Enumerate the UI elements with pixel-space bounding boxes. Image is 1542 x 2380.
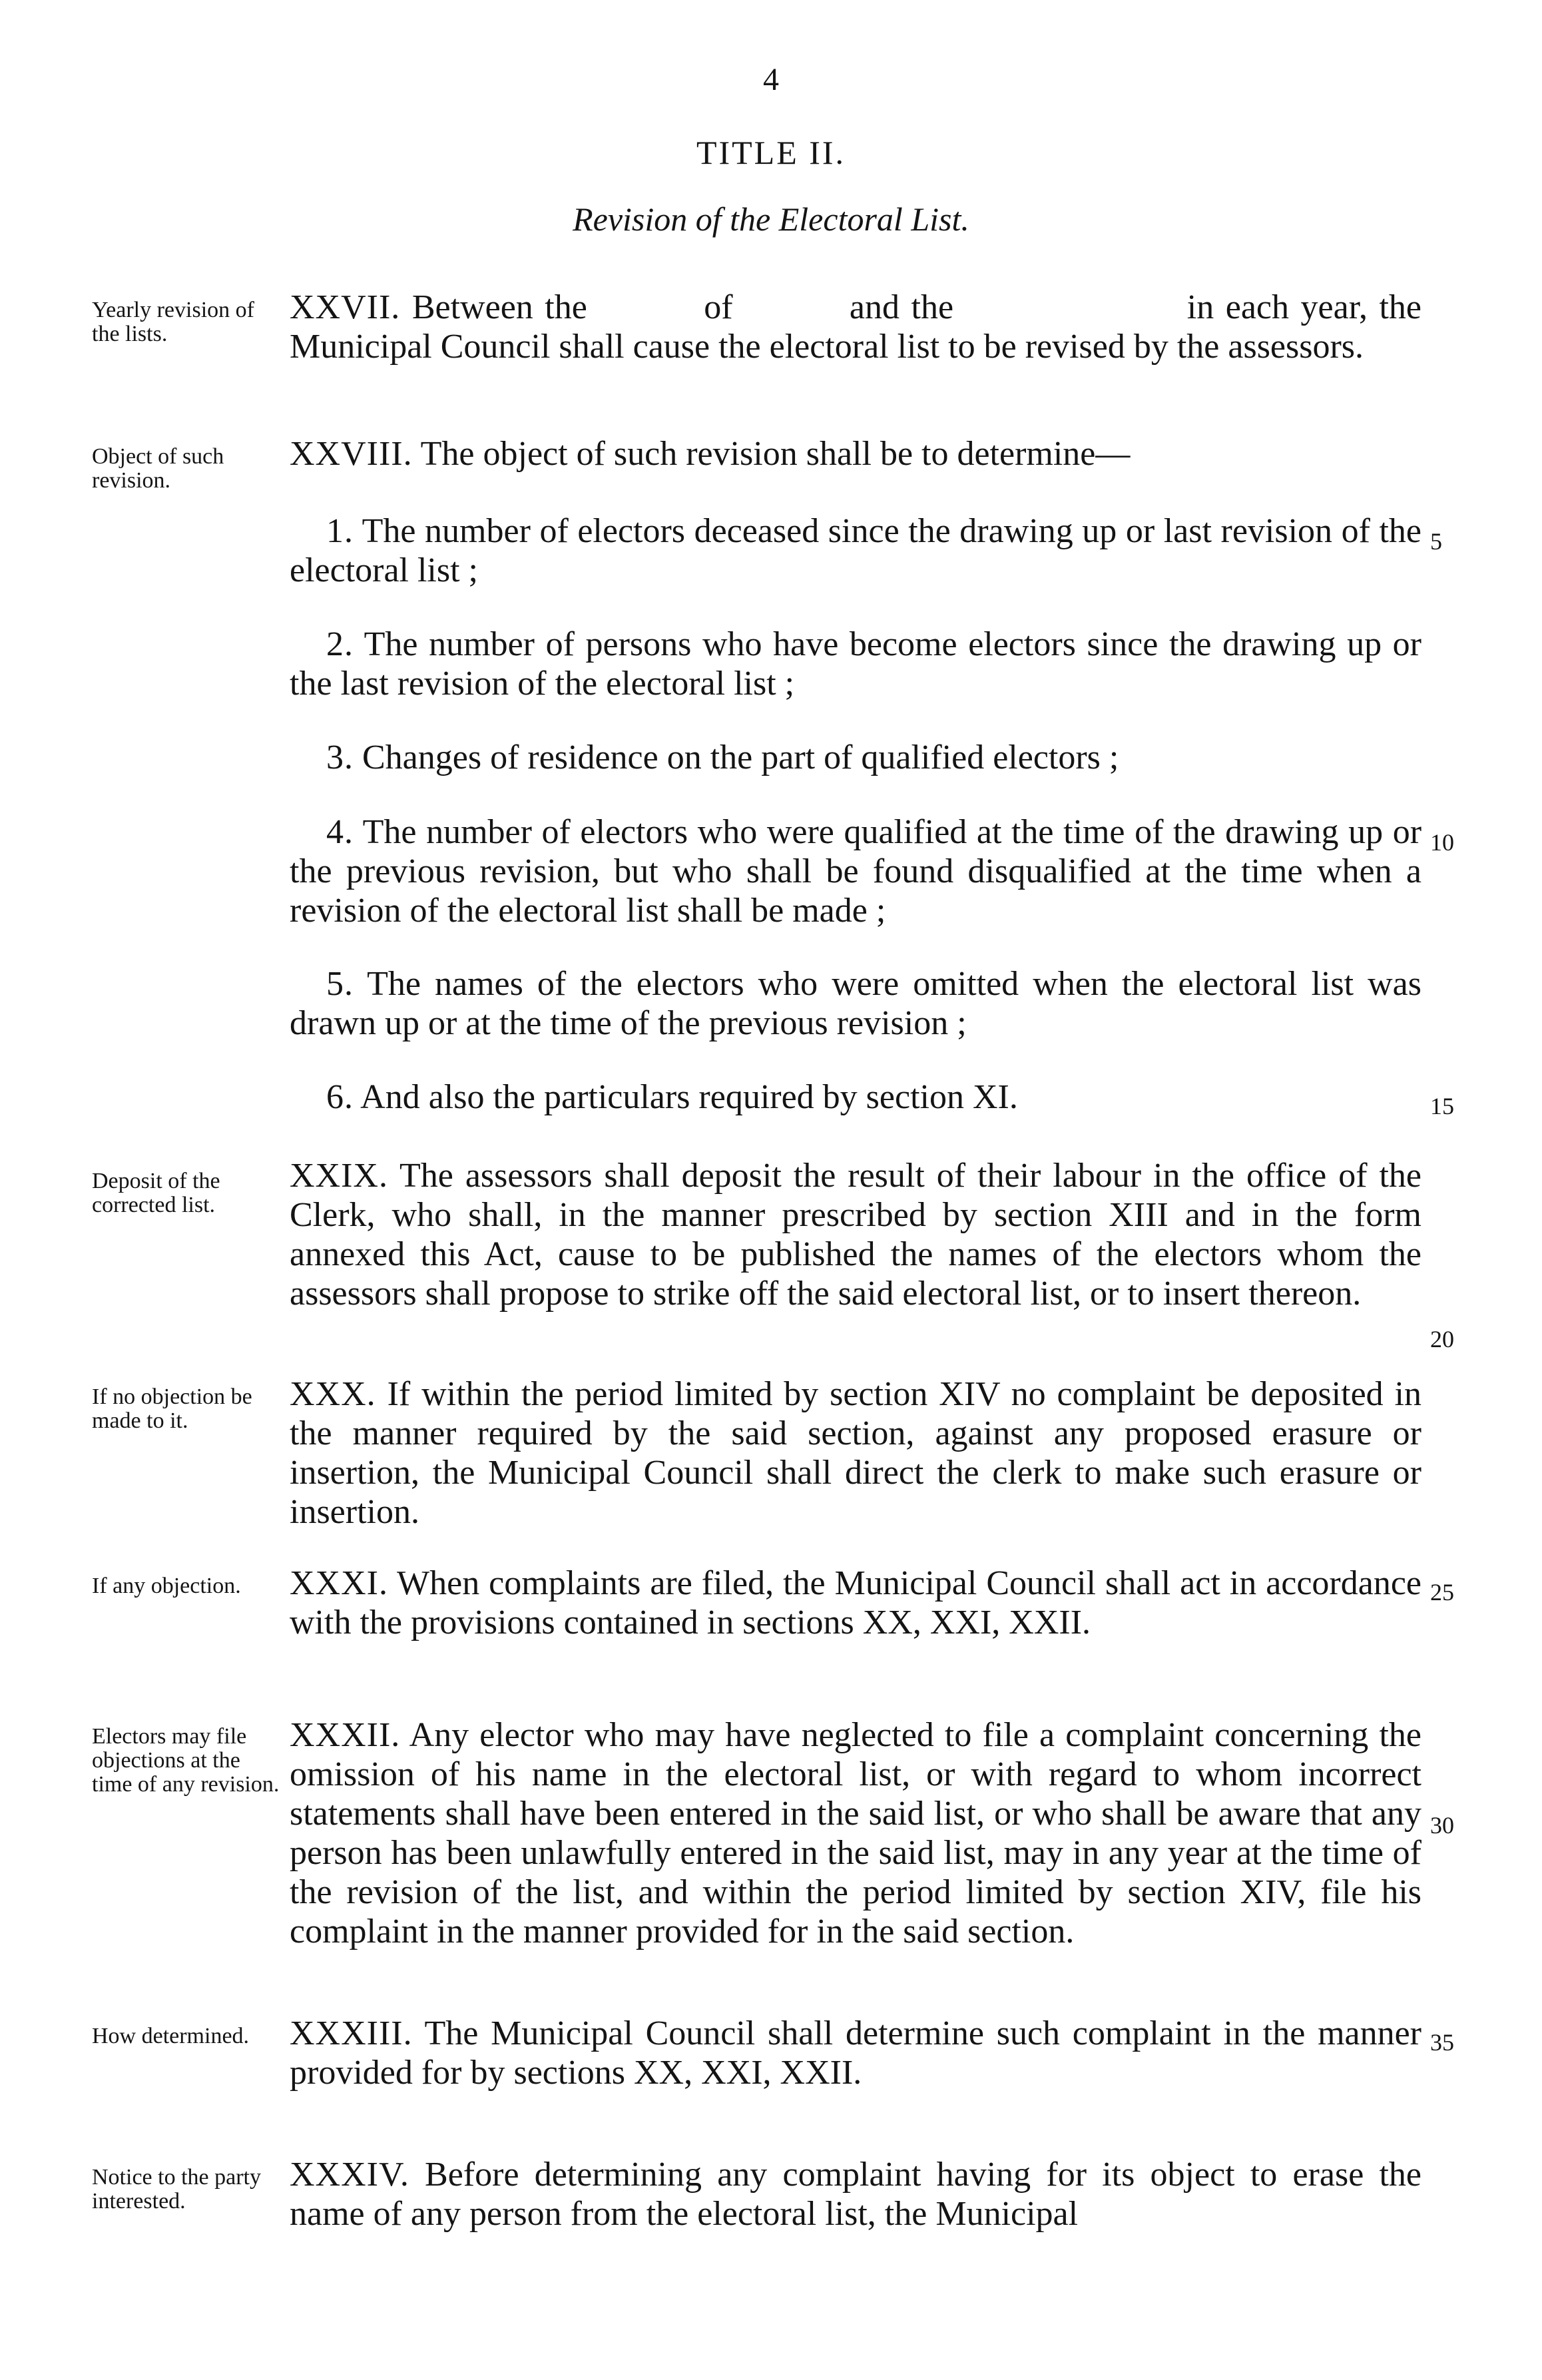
margin-note: Notice to the party interested. [92,2165,261,2214]
item-number: 5. [326,965,354,1003]
section-number: XXXII. [290,1716,401,1754]
section-number: XXXIII. [290,2014,413,2052]
section-xxxiv [290,2155,1421,2233]
item-number: 1. [326,512,354,550]
page-number: 4 [763,62,779,97]
item-number: 3. [326,739,354,776]
item-text: The number of electors deceased since the drawing up or last revision of the electoral list ; [290,512,1422,589]
section-number: XXXI. [290,1564,388,1602]
item-text: And also the particulars required by section XI. [360,1078,1018,1116]
section-xxxi [290,1564,1421,1642]
margin-note: Yearly revision of the lists. [92,298,254,346]
page-subtitle: Revision of the Electoral List. [573,200,969,238]
margin-note: If no objection be made to it. [92,1384,252,1433]
line-number: 10 [1430,829,1454,856]
page-title: TITLE II. [696,134,846,171]
section-text: Before determining any complaint having for its object to erase the name of any person from the electoral list, the Municipal [290,2156,1422,2233]
section-xxxiii [290,2014,1421,2092]
section-number: XXVII. [290,288,401,326]
section-xxviii [290,434,1421,473]
section-number: XXXIV. [290,2156,409,2194]
section-xxvii [290,288,1431,366]
item-number: 2. [326,625,354,663]
section-text: The Municipal Council shall determine such complaint in the manner provided for by sections XX, XXI, XXII. [290,2014,1421,2092]
section-xxix [290,1156,1421,1313]
line-number: 35 [1430,2029,1454,2056]
section-xxxii [290,1715,1421,1951]
section-number: XXX. [290,1375,376,1413]
section-text: When complaints are filed, the Municipal Council shall act in accordance with the provisions contained in sections XX, XXI, XXII. [290,1564,1421,1641]
list-item-1 [290,511,1421,590]
margin-note: Object of such revision. [92,444,224,493]
line-number: 25 [1430,1579,1454,1606]
section-xxx [290,1374,1421,1532]
list-item-6 [290,1077,1421,1117]
section-text: Any elector who may have neglected to file a complaint concerning the omission of his name in the electoral list, or with regard to whom incorrect statements shall have been entered in the said list, or who shall be aware that any person has been unlawfully entered in the said list, may in any year at the time of the revision of the list, and within the period limited by section XIV, file his complaint in the manner provided for in the said section. [290,1716,1421,1950]
item-number: 4. [326,813,354,851]
section-text: Between the of and the in each year, the Municipal Council shall cause the electoral list to be revised by the assessors. [290,288,1431,366]
item-number: 6. [326,1078,354,1116]
line-number: 5 [1430,528,1442,555]
section-number: XXIX. [290,1157,388,1195]
line-number: 20 [1430,1326,1454,1352]
line-number: 15 [1430,1093,1454,1119]
margin-note: Electors may file objections at the time of any revision. [92,1724,280,1797]
section-text: If within the period limited by section XIV no complaint be deposited in the manner required by the said section, against any proposed erasure or insertion, the Municipal Council shall direct the clerk to make such erasure or insertion. [290,1375,1421,1531]
margin-note: If any objection. [92,1574,241,1598]
section-text: The assessors shall deposit the result of their labour in the office of the Clerk, who shall, in the manner prescribed by section XIII and in the form annexed this Act, cause to be published the names of the electors whom the assessors shall propose to strike off the said electoral list, or to insert thereon. [290,1157,1421,1313]
margin-note: How determined. [92,2024,250,2048]
line-number: 30 [1430,1812,1454,1839]
list-item-2 [290,625,1421,703]
list-item-5 [290,964,1421,1043]
item-text: The names of the electors who were omitted when the electoral list was drawn up or at the time of the previous revision ; [290,965,1422,1042]
item-text: The number of persons who have become electors since the drawing up or the last revision of the electoral list ; [290,625,1422,703]
item-text: Changes of residence on the part of qualified electors ; [362,739,1119,776]
margin-note: Deposit of the corrected list. [92,1169,220,1217]
section-text: The object of such revision shall be to determine— [420,435,1131,473]
item-text: The number of electors who were qualified at the time of the drawing up or the previous revision, but who shall be found disqualified at the time when a revision of the electoral list shall be made ; [290,813,1422,930]
list-item-4 [290,812,1421,930]
section-number: XXVIII. [290,435,413,473]
list-item-3 [290,738,1421,777]
